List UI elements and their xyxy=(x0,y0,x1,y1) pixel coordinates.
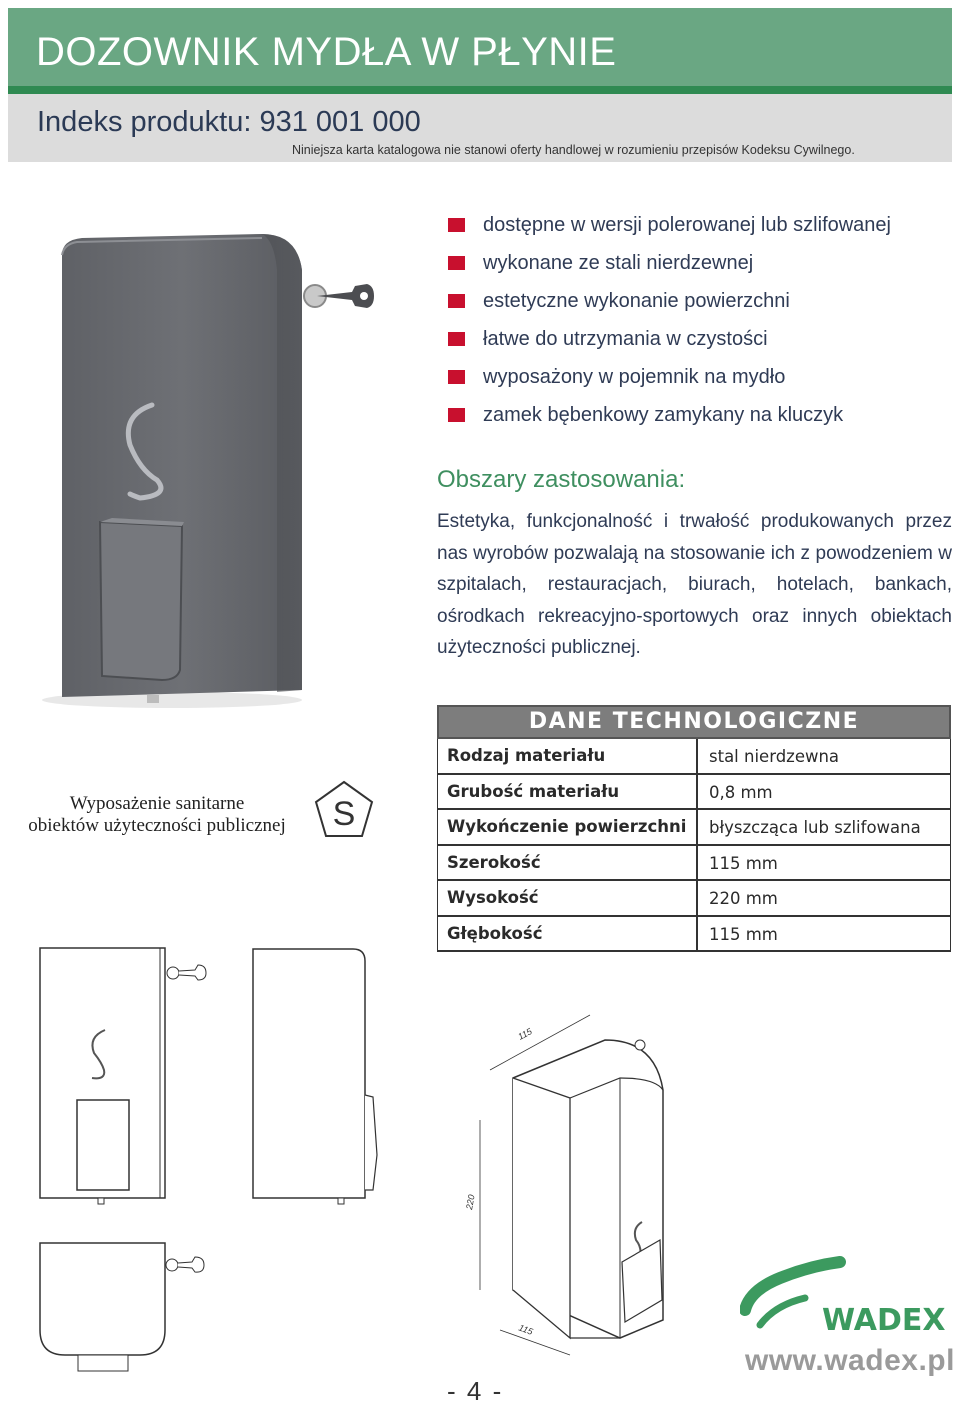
list-item: wyposażony w pojemnik na mydło xyxy=(448,358,891,396)
table-row: Wysokość 220 mm xyxy=(437,881,951,917)
product-image xyxy=(22,200,422,720)
wadex-logo xyxy=(740,1250,955,1340)
table-row: Szerokość 115 mm xyxy=(437,846,951,882)
title-band xyxy=(8,8,952,86)
table-row: Wykończenie powierzchni błyszcząca lub szlifowana xyxy=(437,810,951,846)
disclaimer: Niniejsza karta katalogowa nie stanowi oferty handlowej w rozumieniu przepisów Kodeksu Cywilnego. xyxy=(292,143,855,157)
svg-text:220: 220 xyxy=(464,1193,477,1211)
list-item: zamek bębenkowy zamykany na kluczyk xyxy=(448,396,891,434)
page-title: DOZOWNIK MYDŁA W PŁYNIE xyxy=(36,30,617,74)
top-view-drawing xyxy=(30,1235,210,1375)
sanitary-caption: Wyposażenie sanitarne obiektów użyteczności publicznej xyxy=(28,793,286,836)
list-item: dostępne w wersji polerowanej lub szlifowanej xyxy=(448,206,891,244)
tech-table-header: DANE TECHNOLOGICZNE xyxy=(437,705,951,739)
bullet-icon xyxy=(448,294,465,308)
index-band xyxy=(8,94,952,162)
applications-heading: Obszary zastosowania: xyxy=(437,466,686,493)
bullet-icon xyxy=(448,256,465,270)
bullet-icon xyxy=(448,218,465,232)
title-divider xyxy=(8,86,952,94)
table-row: Głębokość 115 mm xyxy=(437,917,951,953)
table-row: Grubość materiału 0,8 mm xyxy=(437,775,951,811)
tech-table xyxy=(437,705,951,952)
list-item: łatwe do utrzymania w czystości xyxy=(448,320,891,358)
applications-text: Estetyka, funkcjonalność i trwałość produkowanych przez nas wyrobów pozwalają na stosowanie ich z powodzeniem w szpitalach, restauracjach, biurach, hotelach, bankach, ośrodkach rekreacyjno-sportowych oraz innych obiektach użyteczności publicznej. xyxy=(437,511,952,658)
svg-text:115: 115 xyxy=(517,1322,535,1337)
product-index: Indeks produktu: 931 001 000 xyxy=(37,106,421,138)
feature-list xyxy=(448,206,891,434)
table-row: Rodzaj materiału stal nierdzewna xyxy=(437,739,951,775)
page-number: - 4 - xyxy=(447,1376,504,1405)
bullet-icon xyxy=(448,332,465,346)
svg-text:115: 115 xyxy=(516,1026,534,1042)
list-item: estetyczne wykonanie powierzchni xyxy=(448,282,891,320)
side-view-drawing xyxy=(245,945,385,1210)
bullet-icon xyxy=(448,408,465,422)
list-item: wykonane ze stali nierdzewnej xyxy=(448,244,891,282)
sanitary-badge-icon xyxy=(313,779,375,841)
svg-text:S: S xyxy=(332,795,356,833)
website-link[interactable]: www.wadex.pl xyxy=(745,1344,955,1377)
isometric-drawing xyxy=(450,1000,700,1360)
bullet-icon xyxy=(448,370,465,384)
svg-text:WADEX: WADEX xyxy=(822,1303,946,1338)
front-view-drawing xyxy=(30,945,210,1210)
